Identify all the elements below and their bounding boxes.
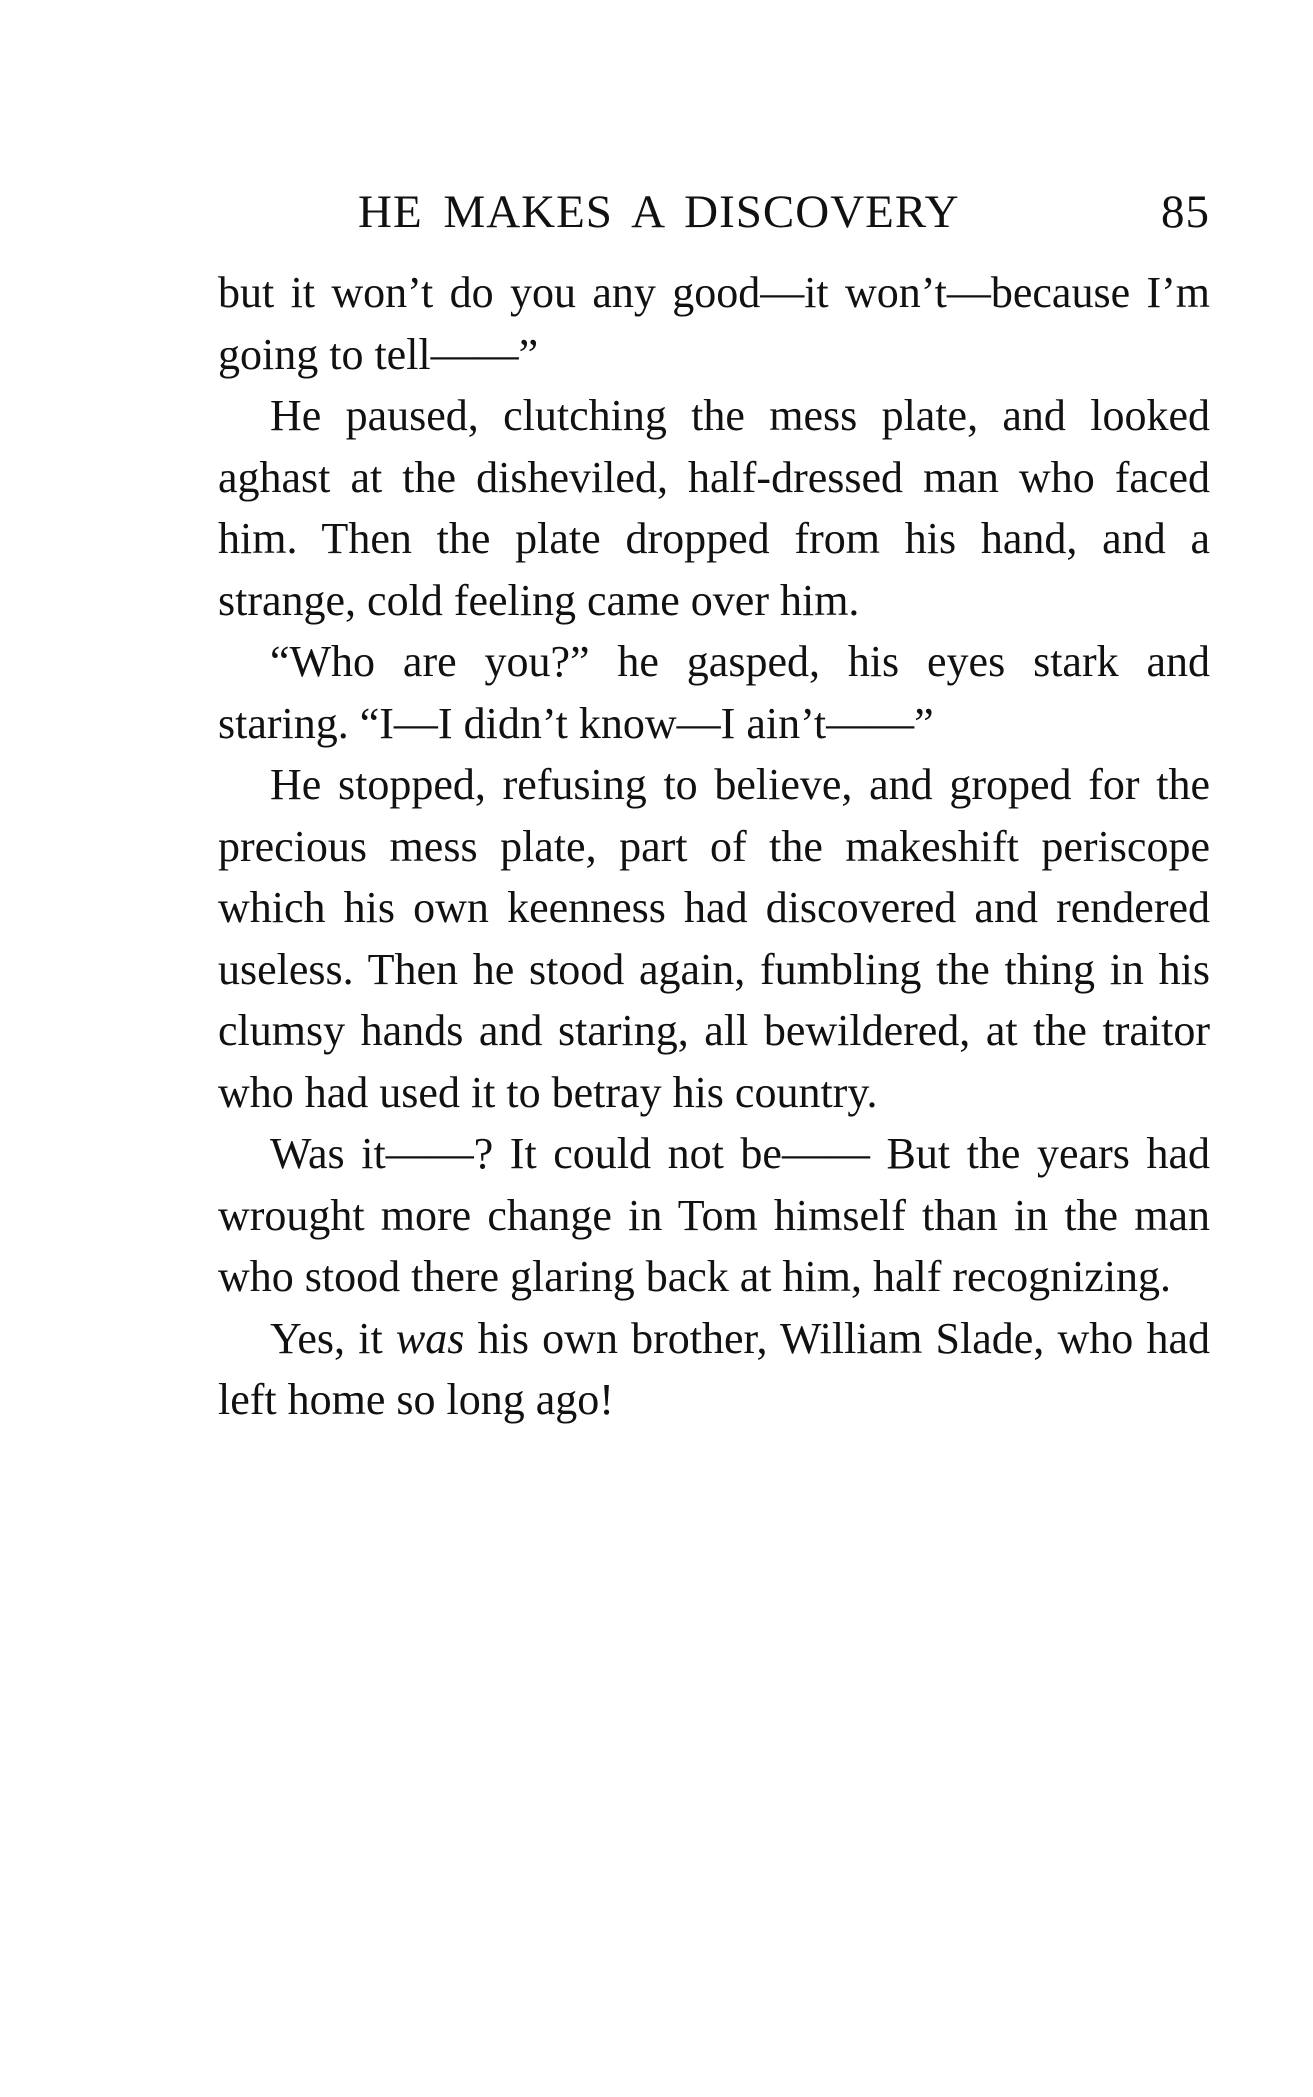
paragraph-text-before: Yes, it <box>270 1313 396 1363</box>
paragraph: “Who are you?” he gasped, his eyes stark and staring. “I—I didn’t know—I ain’t——” <box>218 637 1210 748</box>
running-title: HE MAKES A DISCOVERY <box>358 186 960 238</box>
page-number: 85 <box>1161 186 1210 238</box>
paragraph-text-after: his own brother, William Slade, who had left home so long ago! <box>218 1313 1210 1424</box>
body-text <box>218 262 1210 1431</box>
running-head <box>218 182 1210 242</box>
paragraph: He paused, clutching the mess plate, and looked aghast at the disheviled, half-dressed man who faced him. Then the plate dropped from his hand, and a strange, cold feeling came over him. <box>218 391 1210 625</box>
emphasis-word: was <box>395 1313 465 1363</box>
paragraph-final <box>218 1308 1210 1431</box>
paragraph-continued: but it won’t do you any good—it won’t—because I’m going to tell——” <box>218 268 1210 379</box>
paragraph: He stopped, refusing to believe, and groped for the precious mess plate, part of the makeshift periscope which his own keenness had discovered and rendered useless. Then he stood again, fumbling the thing in his clumsy hands and staring, all bewildered, at the traitor who had used it to betray his country. <box>218 760 1210 1117</box>
paragraph: Was it——? It could not be—— But the years had wrought more change in Tom himself than in the man who stood there glaring back at him, half recognizing. <box>218 1129 1210 1301</box>
